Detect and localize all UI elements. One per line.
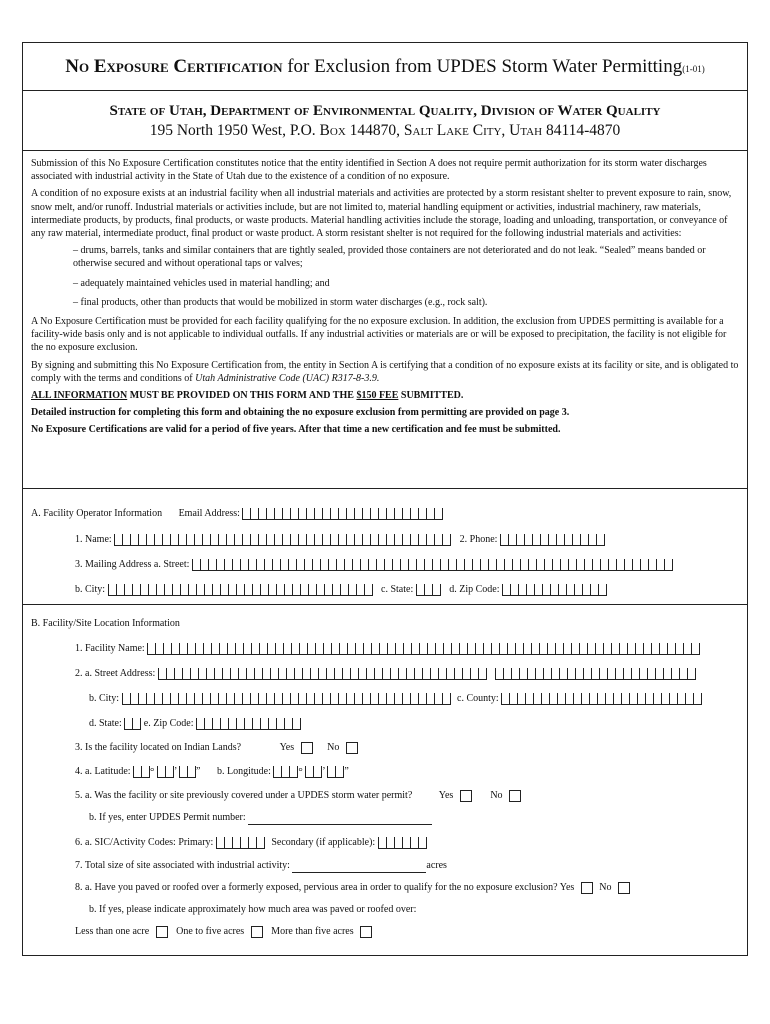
exception-item: – adequately maintained vehicles used in material handling; and <box>73 277 330 289</box>
mailing-street-label: 3. Mailing Address a. Street: <box>75 559 190 570</box>
facility-state-field[interactable] <box>124 718 141 730</box>
no-label: No <box>327 742 340 753</box>
mailing-street-field[interactable] <box>192 559 673 571</box>
fee-notice: ALL INFORMATION MUST BE PROVIDED ON THIS FORM AND THE $150 FEE SUBMITTED. <box>31 390 464 402</box>
degree-symbol: ° <box>298 766 303 778</box>
paved-yes-checkbox[interactable] <box>581 882 593 894</box>
longitude-minutes-field[interactable] <box>305 766 322 778</box>
indian-lands-yes-checkbox[interactable] <box>301 742 313 754</box>
minute-symbol: ’ <box>173 766 177 777</box>
latitude-label: 4. a. Latitude: <box>75 766 131 777</box>
site-size-row <box>75 859 447 873</box>
permit-number-field[interactable] <box>248 813 432 825</box>
intro-paragraph: A condition of no exposure exists at an industrial facility when all industrial materials and activities are protected by a storm resistant shelter to prevent exposure to rain, snow, snow melt, and/or runoff. Industrial materials or activities include, but are not limited to, material handling equipment or activities, industrial machinery, raw materials, intermediate products, by products, final products, or waste products. Material handling activities include the storage, loading and unloading, transportation, or conveyance of any raw material, intermediate product, final product or waste product. A storm resistant shelter is not required for the following industrial materials and activities: <box>31 188 732 240</box>
acres-label: acres <box>426 860 447 871</box>
county-label: c. County: <box>457 693 499 704</box>
operator-name-row <box>75 533 605 547</box>
sic-secondary-label: Secondary (if applicable): <box>271 837 376 848</box>
exception-item: – drums, barrels, tanks and similar containers that are tightly sealed, provided those containers are not deteriorated and do not leak. “Sealed” means banded or otherwise secured and without operational taps or valves; <box>73 245 706 270</box>
title-smallcaps: No Exposure Certification <box>65 56 283 77</box>
permit-number-label: b. If yes, enter UPDES Permit number: <box>89 812 246 823</box>
facility-street-row <box>75 667 696 681</box>
degree-symbol: ° <box>150 766 155 778</box>
less-than-one-acre-checkbox[interactable] <box>156 926 168 938</box>
site-size-field[interactable] <box>292 861 426 873</box>
name-label: 1. Name: <box>75 534 112 545</box>
sic-primary-label: 6. a. SIC/Activity Codes: Primary: <box>75 837 214 848</box>
instruction-notice: Detailed instruction for completing this form and obtaining the no exposure exclusion from permitting are provided on page 3. <box>31 407 570 419</box>
facility-name-field[interactable] <box>147 643 700 655</box>
facility-state-row <box>89 717 301 731</box>
less-than-one-acre-label: Less than one acre <box>75 926 150 937</box>
latitude-minutes-field[interactable] <box>157 766 174 778</box>
paved-no-checkbox[interactable] <box>618 882 630 894</box>
more-than-five-acres-checkbox[interactable] <box>360 926 372 938</box>
minute-symbol: ’ <box>322 766 325 777</box>
mailing-city-row <box>75 583 607 597</box>
mailing-street-row <box>75 558 673 572</box>
section-a <box>23 489 747 605</box>
sic-codes-row <box>75 836 427 850</box>
paved-area-options <box>75 925 376 939</box>
facility-street-label: 2. a. Street Address: <box>75 668 156 679</box>
facility-street-field[interactable] <box>158 668 487 680</box>
intro-paragraph: A No Exposure Certification must be provided for each facility qualifying for the no exposure exclusion. In addition, the exclusion from UPDES permitting is available for a facility-wide basis only and is not applicable to individual outfalls. If any industrial activities or materials are or will be exposed to precipitation, the facility is not eligible for the no exposure exclusion. <box>31 316 727 354</box>
exception-item: – final products, other than products that would be mobilized in storm water discharges (e.g., rock salt). <box>73 296 488 308</box>
section-b <box>23 605 747 957</box>
facility-city-label: b. City: <box>89 693 120 704</box>
yes-label: Yes <box>279 742 295 753</box>
site-size-label: 7. Total size of site associated with industrial activity: <box>75 860 290 871</box>
intro-paragraph: By signing and submitting this No Exposure Certification from, the entity in Section A is certifying that a condition of no exposure exists at its facility or site, and is obligated to comply with the terms and conditions of Utah Administrative Code (UAC) R317-8-3.9. <box>31 359 739 384</box>
facility-zip-field[interactable] <box>196 718 301 730</box>
indian-lands-no-checkbox[interactable] <box>346 742 358 754</box>
form-title <box>23 43 747 91</box>
one-to-five-acres-checkbox[interactable] <box>251 926 263 938</box>
city-label: b. City: <box>75 584 106 595</box>
indian-lands-question: 3. Is the facility located on Indian Lands? <box>75 742 242 753</box>
section-a-heading-row <box>31 507 443 521</box>
agency-block <box>23 91 747 151</box>
instructions <box>23 151 747 489</box>
phone-label: 2. Phone: <box>459 534 498 545</box>
previous-permit-yes-checkbox[interactable] <box>460 790 472 802</box>
facility-state-label: d. State: <box>89 718 122 729</box>
previous-permit-row <box>75 789 525 803</box>
email-field[interactable] <box>242 508 443 520</box>
county-field[interactable] <box>501 693 702 705</box>
previous-permit-question: 5. a. Was the facility or site previously covered under a UPDES storm water permit? <box>75 790 413 801</box>
section-b-heading: B. Facility/Site Location Information <box>31 618 180 629</box>
second-symbol: ” <box>196 766 201 777</box>
paved-row <box>75 881 634 895</box>
previous-permit-no-checkbox[interactable] <box>509 790 521 802</box>
one-to-five-acres-label: One to five acres <box>176 926 245 937</box>
agency-address: 195 North 1950 West, P.O. Box 144870, Salt Lake City, Utah 84114-4870 <box>149 122 621 139</box>
latitude-degrees-field[interactable] <box>133 766 150 778</box>
facility-name-row <box>75 642 700 656</box>
form-frame <box>22 42 748 956</box>
sic-primary-field[interactable] <box>216 837 265 849</box>
operator-name-field[interactable] <box>114 534 451 546</box>
longitude-seconds-field[interactable] <box>327 766 344 778</box>
facility-name-label: 1. Facility Name: <box>75 643 145 654</box>
sic-secondary-field[interactable] <box>378 837 427 849</box>
second-symbol: ” <box>344 766 349 777</box>
facility-city-field[interactable] <box>122 693 451 705</box>
section-a-heading: A. Facility Operator Information <box>31 508 163 519</box>
permit-number-row <box>89 811 432 825</box>
validity-notice: No Exposure Certifications are valid for a period of five years. After that time a new certification and fee must be submitted. <box>31 424 561 436</box>
facility-city-row <box>89 692 702 706</box>
coordinates-row <box>75 765 349 779</box>
intro-paragraph: Submission of this No Exposure Certification constitutes notice that the entity identified in Section A does not require permit authorization for its storm water discharges associated with industrial activity in the State of Utah due to the existence of a condition of no exposure. <box>31 158 707 183</box>
operator-city-field[interactable] <box>108 584 373 596</box>
phone-field[interactable] <box>500 534 605 546</box>
state-label: c. State: <box>381 584 414 595</box>
no-label: No <box>599 882 612 893</box>
no-label: No <box>490 790 503 801</box>
agency-name: State of Utah, Department of Environmental Quality, Division of Water Quality <box>109 103 661 119</box>
paved-area-question: b. If yes, please indicate approximately how much area was paved or roofed over: <box>89 904 417 915</box>
more-than-five-acres-label: More than five acres <box>271 926 354 937</box>
paved-question: 8. a. Have you paved or roofed over a formerly exposed, pervious area in order to qualify for the no exposure exclusion? Yes <box>75 882 575 893</box>
operator-state-field[interactable] <box>416 584 441 596</box>
email-label: Email Address: <box>178 508 240 519</box>
facility-street-field-2[interactable] <box>495 668 696 680</box>
title-revision: (1-01) <box>682 64 705 74</box>
indian-lands-row <box>75 741 362 755</box>
facility-zip-label: e. Zip Code: <box>143 718 194 729</box>
operator-zip-field[interactable] <box>502 584 607 596</box>
longitude-degrees-field[interactable] <box>273 766 298 778</box>
latitude-seconds-field[interactable] <box>179 766 196 778</box>
zip-label: d. Zip Code: <box>449 584 500 595</box>
title-rest: for Exclusion from UPDES Storm Water Permitting <box>282 56 683 77</box>
yes-label: Yes <box>438 790 454 801</box>
longitude-label: b. Longitude: <box>217 766 271 777</box>
